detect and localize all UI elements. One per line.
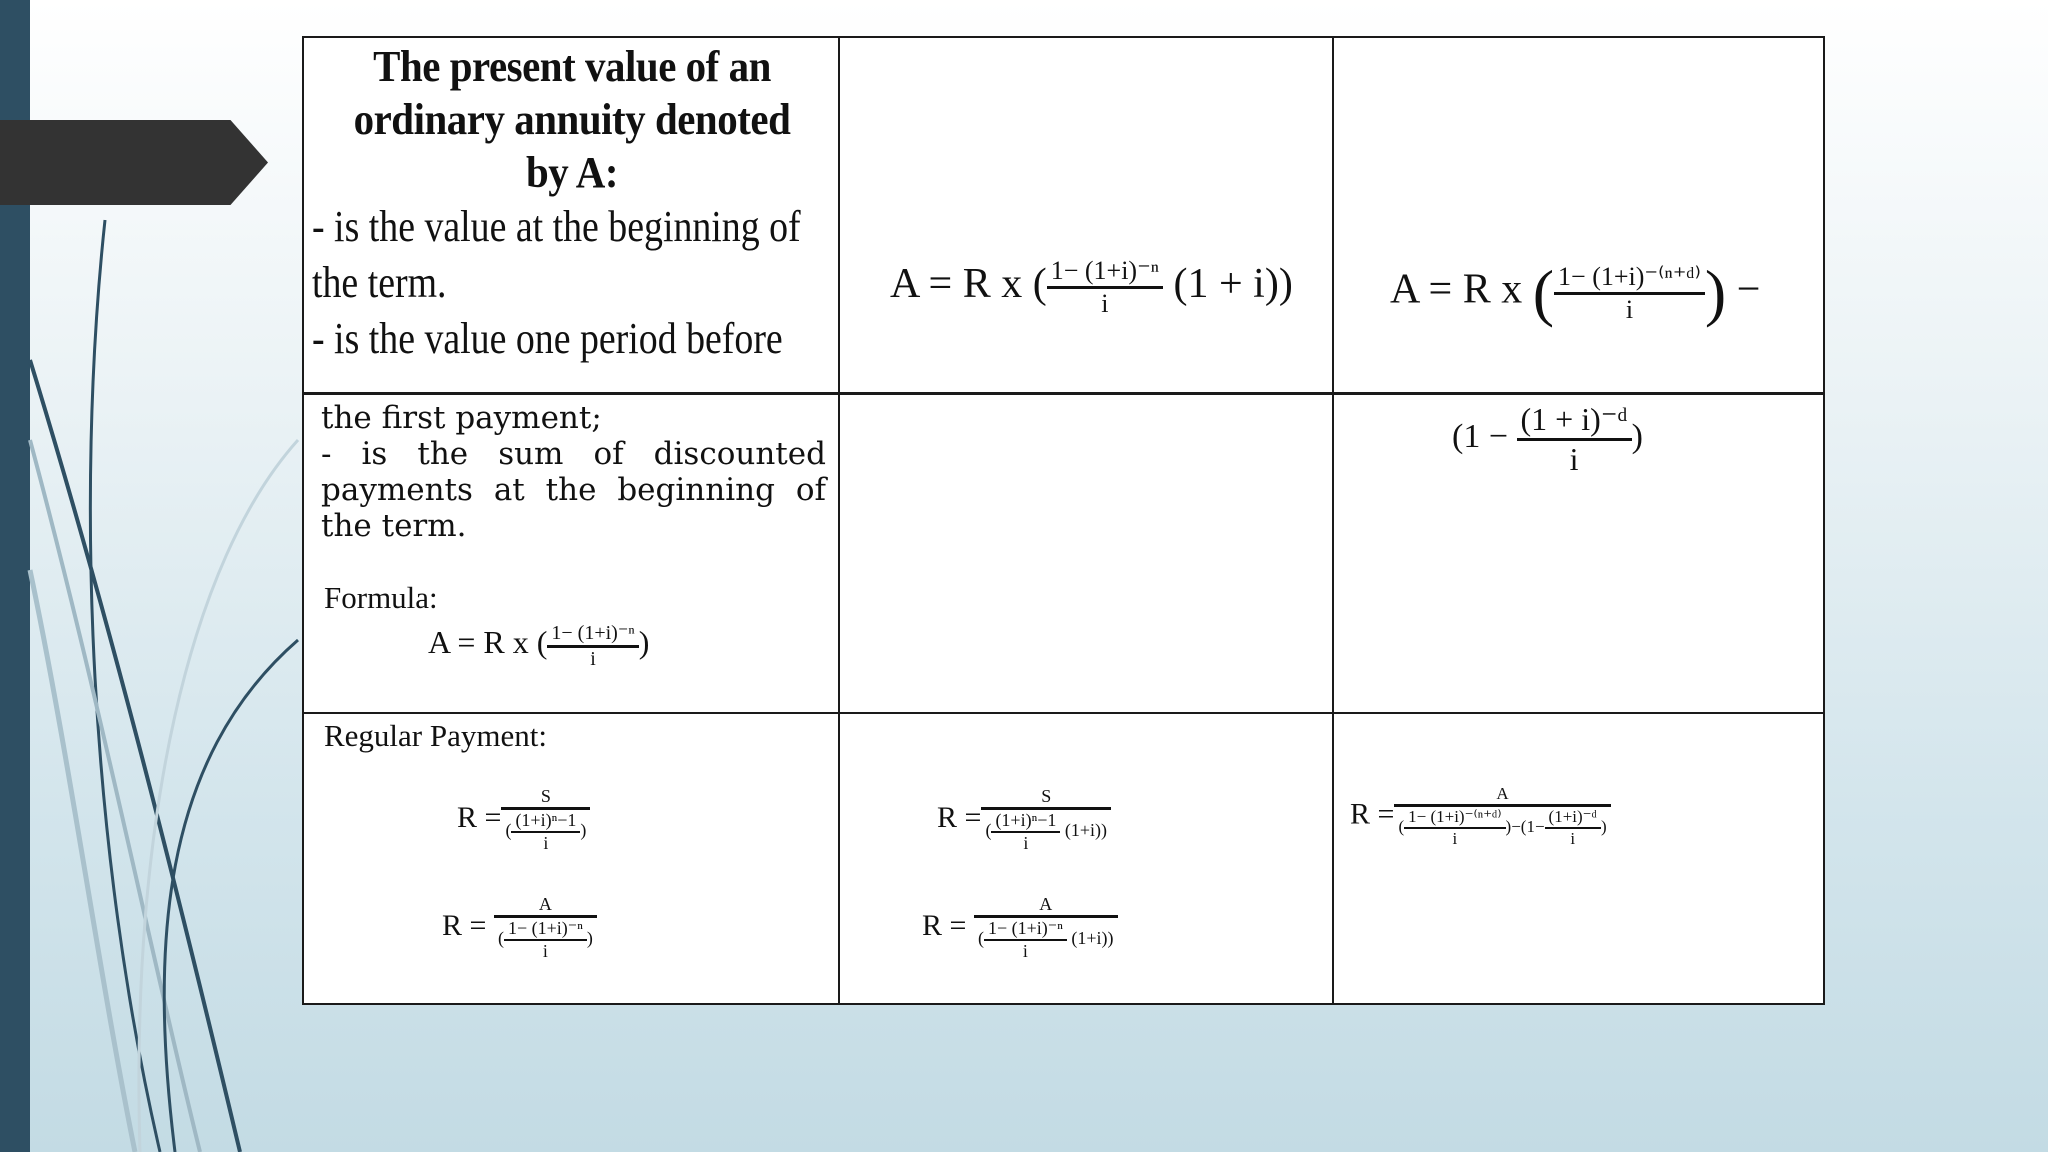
arrow-tab <box>0 120 268 205</box>
fraction-numerator: (1+i)⁻ᵈ <box>1548 807 1597 826</box>
fraction <box>501 786 590 854</box>
fraction <box>494 894 597 962</box>
fraction <box>1047 256 1163 319</box>
fraction-numerator: 1− (1+i)⁻ⁿ <box>551 622 635 644</box>
formula-text: A = R x <box>1390 266 1523 313</box>
fraction-numerator: A <box>1039 894 1053 914</box>
inner-fraction <box>991 810 1060 854</box>
definition-continued <box>321 400 826 544</box>
definition-heading: The present value of an ordinary annuity denoted by A: <box>353 42 791 197</box>
definition-line: the term. <box>312 258 447 307</box>
fraction-denominator: i <box>542 941 548 961</box>
fraction-denominator <box>1394 807 1610 849</box>
regular-payment-formula <box>442 894 597 962</box>
definition-cell <box>312 40 832 367</box>
word: payments <box>321 472 473 508</box>
formula-paren: ( <box>977 928 984 949</box>
fraction <box>974 894 1118 962</box>
formula-label: Formula: <box>324 580 438 615</box>
annuity-due-formula <box>890 256 1293 319</box>
fraction-denominator: i <box>1569 441 1579 477</box>
formula-text: (1+i)) <box>1071 928 1114 949</box>
inner-fraction <box>984 918 1067 962</box>
formula-text: A = R x ( <box>428 623 548 660</box>
regular-payment-formula <box>1350 784 1611 849</box>
formula-text: ) <box>1631 417 1643 455</box>
formula-text: R = <box>457 800 502 834</box>
inner-fraction <box>1545 807 1601 849</box>
fraction-denominator: i <box>1022 941 1028 961</box>
fraction-numerator: 1− (1+i)⁻ⁿ <box>1050 256 1159 285</box>
formula-text: (1+i)) <box>1064 820 1108 841</box>
fraction-denominator: i <box>1452 829 1458 848</box>
formula-text: (1 + i)) <box>1173 261 1293 308</box>
fraction-numerator: 1− (1+i)⁻⁽ⁿ⁺ᵈ⁾ <box>1408 807 1502 826</box>
formula-paren: ) <box>586 928 593 949</box>
formula-text: R = <box>442 908 487 942</box>
ordinary-annuity-formula <box>428 620 649 671</box>
formula-text: − <box>1736 266 1761 313</box>
fraction-denominator <box>494 918 597 962</box>
formula-text: )−(1− <box>1505 816 1545 836</box>
fraction-denominator: i <box>590 648 596 670</box>
fraction-numerator: (1+i)ⁿ−1 <box>515 810 577 830</box>
fraction-numerator: (1 + i)⁻ᵈ <box>1520 401 1628 437</box>
word: beginning <box>617 472 775 508</box>
table-border-bottom <box>302 1003 1825 1005</box>
formula-paren: ) <box>1600 816 1607 836</box>
table-row-divider <box>302 392 1825 395</box>
formula-paren: ( <box>985 820 992 841</box>
annuity-table <box>302 36 1825 1005</box>
fraction-denominator: i <box>1101 289 1109 318</box>
table-column-divider <box>1332 36 1334 1005</box>
fraction <box>1517 400 1632 478</box>
regular-payment-formula <box>457 786 590 854</box>
fraction-numerator: 1− (1+i)⁻ⁿ <box>507 918 583 938</box>
regular-payment-label: Regular Payment: <box>324 718 547 753</box>
fraction-numerator: A <box>1496 784 1509 803</box>
fraction <box>1394 784 1610 849</box>
fraction-numerator: S <box>540 786 551 806</box>
formula-text: R = <box>1350 797 1395 831</box>
fraction-denominator: i <box>1625 294 1634 324</box>
regular-payment-formula <box>937 786 1111 854</box>
formula-paren: ) <box>580 820 587 841</box>
fraction-denominator <box>501 810 590 854</box>
table-column-divider <box>838 36 840 1005</box>
table-border-top <box>302 36 1825 38</box>
fraction-numerator: (1+i)ⁿ−1 <box>995 810 1057 830</box>
word: at <box>493 472 525 508</box>
formula-text: (1 − <box>1452 417 1508 455</box>
formula-paren: ( <box>497 928 504 949</box>
fraction-numerator: S <box>1041 786 1052 806</box>
word: of <box>593 436 624 472</box>
fraction-numerator: 1− (1+i)⁻ⁿ <box>987 918 1063 938</box>
definition-line: the first payment; <box>321 400 602 436</box>
word: the <box>545 472 597 508</box>
formula-paren: ( <box>1398 816 1405 836</box>
definition-line <box>321 436 826 472</box>
table-border-right <box>1823 36 1825 1005</box>
deferred-formula-continued <box>1452 400 1643 478</box>
definition-line <box>321 472 826 508</box>
fraction-denominator <box>981 810 1111 854</box>
fraction-denominator: i <box>1023 833 1029 853</box>
formula-text: R = <box>937 800 982 834</box>
fraction-denominator <box>974 918 1118 962</box>
formula-paren: ( <box>505 820 512 841</box>
word: discounted <box>653 436 826 472</box>
formula-paren: ( <box>1532 257 1555 328</box>
definition-line: - is the value at the beginning of <box>312 202 801 251</box>
fraction-numerator: 1− (1+i)⁻⁽ⁿ⁺ᵈ⁾ <box>1558 261 1701 291</box>
fraction <box>981 786 1111 854</box>
fraction-denominator: i <box>543 833 549 853</box>
regular-payment-formula <box>922 894 1118 962</box>
inner-fraction <box>1404 807 1505 849</box>
definition-line: the term. <box>321 508 467 544</box>
fraction-numerator: A <box>538 894 552 914</box>
word: is <box>361 436 388 472</box>
definition-line: - is the value one period before <box>312 314 783 363</box>
formula-text: R = <box>922 908 967 942</box>
inner-fraction <box>511 810 580 854</box>
formula-paren: ) <box>1704 257 1727 328</box>
fraction <box>1554 262 1705 325</box>
word: sum <box>498 436 564 472</box>
formula-text: ) <box>638 623 650 660</box>
table-border-left <box>302 36 304 1005</box>
formula-text: A = R x ( <box>890 261 1047 308</box>
word: the <box>417 436 469 472</box>
word: - <box>321 436 332 472</box>
inner-fraction <box>504 918 587 962</box>
fraction <box>547 620 638 671</box>
deferred-annuity-formula <box>1390 256 1760 330</box>
fraction-denominator: i <box>1570 829 1576 848</box>
word: of <box>795 472 826 508</box>
